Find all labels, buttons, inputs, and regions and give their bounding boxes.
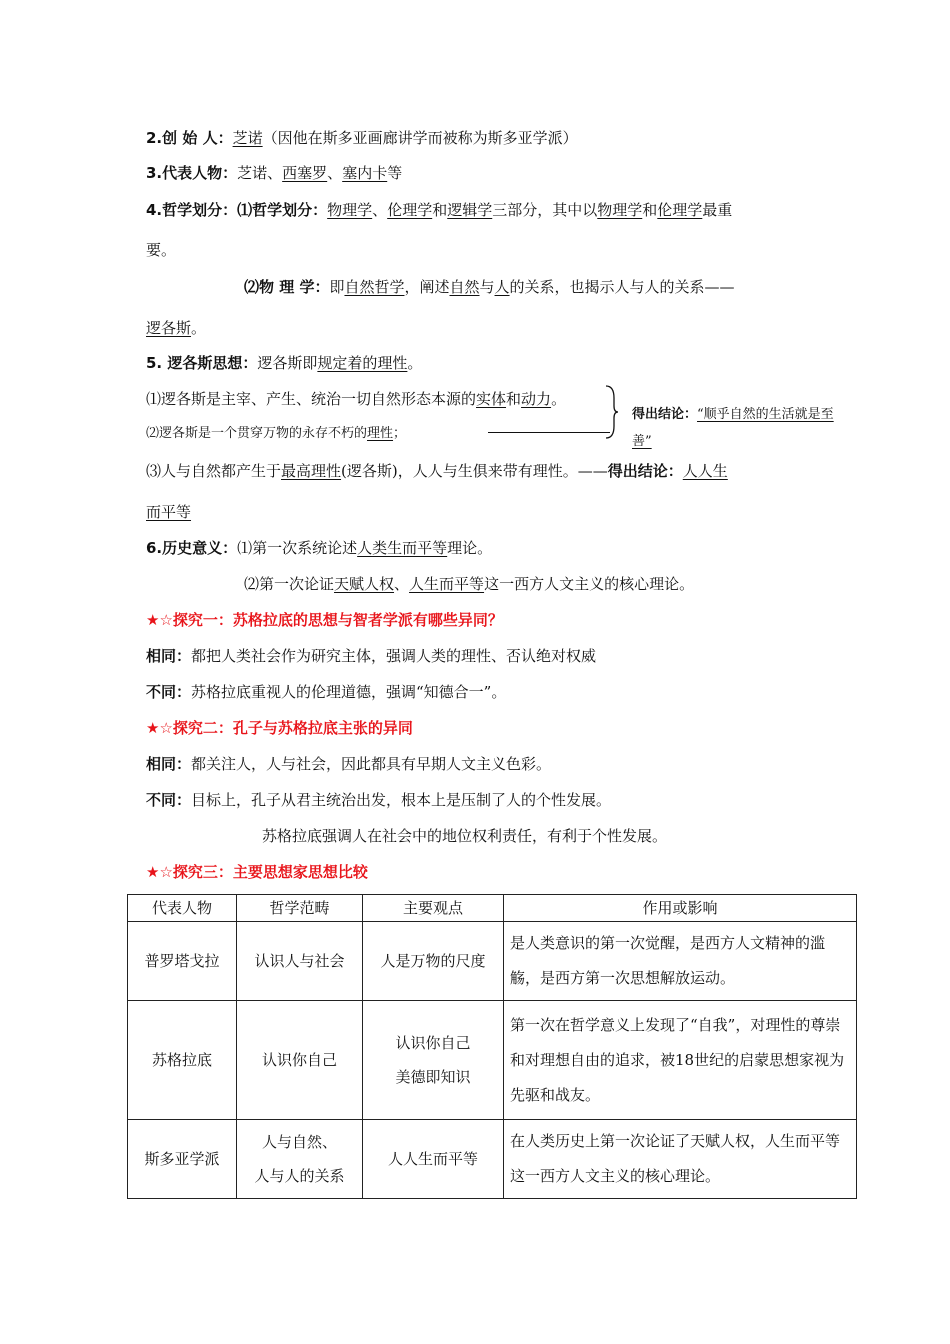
- explore-1-heading: ★☆探究一：苏格拉底的思想与智者学派有哪些异同？: [146, 611, 503, 629]
- table-cell-view-line: 认识你自己: [395, 1034, 471, 1052]
- table-cell-view: 人是万物的尺度: [363, 922, 504, 1001]
- table-header-cell: 哲学范畴: [237, 895, 363, 922]
- table-cell-impact: 在人类历史上第一次论证了天赋人权，人生而平等这一西方人文主义的核心理论。: [504, 1120, 857, 1199]
- founder-line: 2.创 始 人：芝诺（因他在斯多亚画廊讲学而被称为斯多亚学派）: [146, 129, 578, 147]
- connector-line: [488, 432, 610, 433]
- explore-2-diff-2: 苏格拉底强调人在社会中的地位权利责任，有利于个性发展。: [262, 827, 668, 845]
- explore-1-diff: 不同：苏格拉底重视人的伦理道德，强调“知德合一”。: [146, 683, 507, 701]
- philosophy-division-cont: 要。: [146, 241, 177, 259]
- table-row: [128, 1001, 857, 1120]
- table-header-cell: 作用或影响: [504, 895, 857, 922]
- table-cell-view: 人人生而平等: [363, 1120, 504, 1199]
- table-header-cell: 代表人物: [128, 895, 237, 922]
- explore-2-same: 相同：都关注人，人与社会，因此都具有早期人文主义色彩。: [146, 755, 552, 773]
- comparison-table: [127, 894, 857, 1199]
- table-cell-view-line: 美德即知识: [395, 1068, 471, 1086]
- explore-2-heading: ★☆探究二：孔子与苏格拉底主张的异同: [146, 719, 413, 737]
- logos-point-1: ⑴逻各斯是主宰、产生、统治一切自然形态本源的实体和动力。: [146, 390, 567, 408]
- table-cell-category: [237, 1120, 363, 1199]
- philosophy-division-line: 4.哲学划分：⑴哲学划分：物理学、伦理学和逻辑学三部分，其中以物理学和伦理学最重: [146, 201, 733, 219]
- table-cell-person: 苏格拉底: [128, 1001, 237, 1120]
- table-header-cell: 主要观点: [363, 895, 504, 922]
- table-cell-category: 认识你自己: [237, 1001, 363, 1120]
- table-cell-category-line: 人与自然、: [261, 1133, 337, 1151]
- logos-point-3: ⑶人与自然都产生于最高理性(逻各斯)，人人与生俱来带有理性。——得出结论：人人生: [146, 462, 728, 480]
- table-row: [128, 922, 857, 1001]
- logos-point-2: ⑵逻各斯是一个贯穿万物的永存不朽的理性；: [146, 426, 407, 441]
- physics-cont: 逻各斯。: [146, 319, 207, 337]
- physics-line: ⑵物 理 学：即自然哲学，阐述自然与人的关系，也揭示人与人的关系——: [244, 278, 735, 296]
- conclusion-1-cont: 善”: [632, 434, 652, 449]
- table-cell-person: 普罗塔戈拉: [128, 922, 237, 1001]
- table-cell-person: 斯多亚学派: [128, 1120, 237, 1199]
- explore-1-same: 相同：都把人类社会作为研究主体，强调人类的理性、否认绝对权威: [146, 647, 597, 665]
- table-cell-impact: 是人类意识的第一次觉醒，是西方人文精神的滥觞，是西方第一次思想解放运动。: [504, 922, 857, 1001]
- table-cell-impact: 第一次在哲学意义上发现了“自我”，对理性的尊崇和对理想自由的追求，被18世纪的启蒙思想家视为先驱和战友。: [504, 1001, 857, 1120]
- table-header-row: [128, 895, 857, 922]
- table-row: [128, 1120, 857, 1199]
- table-cell-category-line: 人与人的关系: [254, 1167, 345, 1185]
- significance-line-2: ⑵第一次论证天赋人权、人生而平等这一西方人文主义的核心理论。: [244, 575, 695, 593]
- explore-3-heading: ★☆探究三：主要思想家思想比较: [146, 863, 368, 881]
- table-cell-view: [363, 1001, 504, 1120]
- representatives-line: 3.代表人物：芝诺、西塞罗、塞内卡等: [146, 164, 403, 182]
- significance-line: 6.历史意义：⑴第一次系统论述人类生而平等理论。: [146, 539, 493, 557]
- table-cell-category: 认识人与社会: [237, 922, 363, 1001]
- logos-line: 5. 逻各斯思想：逻各斯即规定着的理性。: [146, 354, 423, 372]
- explore-2-diff: 不同：目标上，孔子从君主统治出发，根本上是压制了人的个性发展。: [146, 791, 612, 809]
- logos-point-3-cont: 而平等: [146, 503, 192, 521]
- conclusion-1: 得出结论：“顺乎自然的生活就是至: [632, 407, 834, 422]
